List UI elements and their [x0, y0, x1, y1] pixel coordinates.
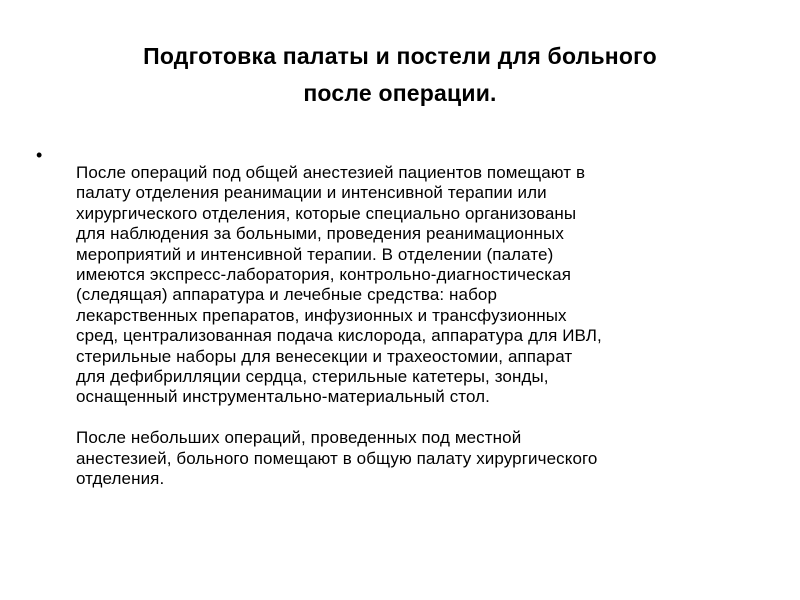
slide-title: Подготовка палаты и постели для больного после операции. — [143, 43, 657, 106]
paragraph-general-anesthesia: После операций под общей анестезией пациентов помещают в палату отделения реанимации и интенсивной терапии или хирургического отделения, которые специально организованы для наблюдения за больными, проведения реанимационных мероприятий и интенсивной терапии. В отделении (палате) имеются экспресс-лаборатория, контрольно-диагностическая (следящая) аппаратура и лечебные средства: набор лекарственных препаратов, инфузионных и трансфузионных сред, централизованная подача кислорода, аппаратура для ИВЛ, стерильные наборы для венесекции и трахеостомии, аппарат для дефибрилляции сердца, стерильные катетеры, зонды, оснащенный инструментально-материальный стол. — [76, 163, 602, 407]
bullet-icon: • — [36, 145, 43, 165]
bullet-body — [76, 163, 756, 489]
paragraph-local-anesthesia: После небольших операций, проведенных под местной анестезией, больного помещают в общую палату хирургического отделения. — [76, 428, 598, 489]
